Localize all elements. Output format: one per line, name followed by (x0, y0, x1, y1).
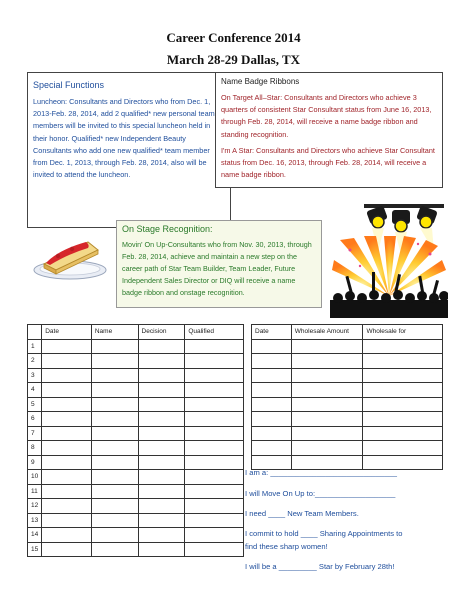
consultant-table (27, 324, 244, 557)
commitment-line-1: I am a: ______________________________ (245, 468, 398, 477)
table-cell[interactable] (185, 426, 244, 441)
column-header: Name (91, 325, 138, 340)
table-row (28, 528, 244, 543)
special-functions-title: Special Functions (33, 80, 105, 90)
table-row (28, 470, 244, 485)
table-cell[interactable] (185, 455, 244, 470)
table-row (28, 354, 244, 369)
row-number: 14 (28, 528, 42, 543)
column-header: Qualified (185, 325, 244, 340)
table-header-row (28, 325, 244, 340)
table-cell[interactable] (185, 513, 244, 528)
table-row (28, 484, 244, 499)
table-cell[interactable] (138, 368, 185, 383)
column-header: Decision (138, 325, 185, 340)
table-cell[interactable] (42, 397, 92, 412)
table-cell[interactable] (185, 354, 244, 369)
table-cell[interactable] (252, 354, 292, 369)
table-cell[interactable] (185, 484, 244, 499)
table-cell[interactable] (42, 383, 92, 398)
name-badge-title: Name Badge Ribbons (221, 77, 300, 86)
on-stage-text: Movin' On Up-Consultants who from Nov. 30, 2013, through Feb. 28, 2014, achieve and maintain a new step on the career path of Star Team Builder, Team Leader, Future Independent Sales Director or DIQ will receive a name badge ribbon and onstage recognition. (122, 240, 312, 297)
table-header-row (252, 325, 443, 340)
table-cell[interactable] (185, 397, 244, 412)
table-cell[interactable] (138, 426, 185, 441)
page-title: Career Conference 2014 (166, 30, 301, 45)
table-cell[interactable] (291, 354, 363, 369)
commitment-line-2: I will Move On Up to:___________________ (245, 489, 396, 498)
table-cell[interactable] (91, 542, 138, 557)
table-cell[interactable] (91, 470, 138, 485)
table-row (252, 426, 443, 441)
table-cell[interactable] (91, 368, 138, 383)
column-header: Date (42, 325, 92, 340)
table-cell[interactable] (185, 499, 244, 514)
table-cell[interactable] (42, 455, 92, 470)
table-cell[interactable] (291, 412, 363, 427)
table-cell[interactable] (291, 368, 363, 383)
table-cell[interactable] (91, 397, 138, 412)
row-number: 11 (28, 484, 42, 499)
table-cell[interactable] (363, 383, 443, 398)
column-header: Date (252, 325, 292, 340)
table-cell[interactable] (42, 513, 92, 528)
row-number: 6 (28, 412, 42, 427)
table-cell[interactable] (291, 397, 363, 412)
table-cell[interactable] (91, 499, 138, 514)
table-cell[interactable] (91, 513, 138, 528)
table-cell[interactable] (138, 339, 185, 354)
table-row (252, 441, 443, 456)
table-cell[interactable] (363, 412, 443, 427)
table-cell[interactable] (185, 528, 244, 543)
table-cell[interactable] (185, 542, 244, 557)
table-cell[interactable] (291, 426, 363, 441)
table-cell[interactable] (185, 383, 244, 398)
name-badge-text-2: I'm A Star: Consultants and Directors who achieve Star Consultant status from Dec. 16, 2013, through Feb. 28, 2014, will receive a name badge ribbon. (221, 145, 435, 180)
concert-crowd-icon (330, 236, 448, 318)
name-badge-box (215, 72, 443, 188)
table-cell[interactable] (138, 354, 185, 369)
table-row (252, 383, 443, 398)
table-row (28, 412, 244, 427)
table-row (28, 441, 244, 456)
table-cell[interactable] (42, 441, 92, 456)
row-number: 12 (28, 499, 42, 514)
table-cell[interactable] (185, 412, 244, 427)
row-number: 8 (28, 441, 42, 456)
table-row (28, 339, 244, 354)
column-header: Wholesale Amount (291, 325, 363, 340)
row-number: 9 (28, 455, 42, 470)
column-header: Wholesale for (363, 325, 443, 340)
row-number: 13 (28, 513, 42, 528)
row-number: 4 (28, 383, 42, 398)
table-cell[interactable] (363, 397, 443, 412)
table-row (28, 383, 244, 398)
on-stage-title: On Stage Recognition: (122, 224, 213, 234)
table-cell[interactable] (91, 528, 138, 543)
table-row (28, 513, 244, 528)
table-cell[interactable] (185, 470, 244, 485)
table-cell[interactable] (252, 412, 292, 427)
table-cell[interactable] (138, 455, 185, 470)
table-cell[interactable] (363, 339, 443, 354)
table-cell[interactable] (42, 368, 92, 383)
table-row (28, 499, 244, 514)
table-cell[interactable] (185, 441, 244, 456)
table-cell[interactable] (252, 441, 292, 456)
table-cell[interactable] (138, 412, 185, 427)
table-cell[interactable] (252, 368, 292, 383)
commitment-line-5: find these sharp women! (245, 542, 328, 551)
table-cell[interactable] (138, 470, 185, 485)
table-cell[interactable] (42, 484, 92, 499)
table-row (28, 426, 244, 441)
table-cell[interactable] (185, 368, 244, 383)
table-row (28, 455, 244, 470)
table-row (28, 368, 244, 383)
table-cell[interactable] (291, 339, 363, 354)
table-row (252, 339, 443, 354)
table-cell[interactable] (91, 412, 138, 427)
table-cell[interactable] (42, 339, 92, 354)
cheesecake-icon (28, 236, 112, 282)
table-cell[interactable] (42, 412, 92, 427)
table-cell[interactable] (138, 441, 185, 456)
row-number: 7 (28, 426, 42, 441)
table-cell[interactable] (42, 528, 92, 543)
table-cell[interactable] (252, 397, 292, 412)
table-cell[interactable] (291, 441, 363, 456)
commitment-line-3: I need ____ New Team Members. (245, 509, 359, 518)
table-row (252, 412, 443, 427)
table-cell[interactable] (185, 339, 244, 354)
row-number: 10 (28, 470, 42, 485)
table-cell[interactable] (91, 484, 138, 499)
table-cell[interactable] (138, 484, 185, 499)
table-cell[interactable] (138, 383, 185, 398)
table-cell[interactable] (91, 339, 138, 354)
table-cell[interactable] (42, 470, 92, 485)
table-cell[interactable] (91, 455, 138, 470)
table-cell[interactable] (42, 542, 92, 557)
wholesale-table (251, 324, 443, 470)
table-cell[interactable] (138, 397, 185, 412)
page-subtitle: March 28-29 Dallas, TX (166, 52, 301, 67)
table-row (252, 397, 443, 412)
table-row (252, 368, 443, 383)
table-cell[interactable] (252, 426, 292, 441)
table-cell[interactable] (138, 499, 185, 514)
commitment-line-6: I will be a _________ Star by February 28th! (245, 562, 395, 571)
commitment-line-4: I commit to hold ____ Sharing Appointments to (245, 529, 403, 538)
table-cell[interactable] (138, 513, 185, 528)
table-row (252, 354, 443, 369)
table-cell[interactable] (291, 383, 363, 398)
table-cell[interactable] (91, 354, 138, 369)
table-cell[interactable] (42, 499, 92, 514)
table-cell[interactable] (42, 426, 92, 441)
table-cell[interactable] (363, 426, 443, 441)
row-number: 3 (28, 368, 42, 383)
table-cell[interactable] (252, 383, 292, 398)
table-cell[interactable] (363, 354, 443, 369)
name-badge-text-1: On Target All–Star: Consultants and Directors who achieve 3 quarters of consistent Star Consultant status from June 16, 2013, through Feb. 28, 2014, will receive a name badge ribbon and standing recognition. (221, 93, 432, 139)
table-cell[interactable] (42, 354, 92, 369)
row-number: 1 (28, 339, 42, 354)
table-cell[interactable] (363, 441, 443, 456)
row-number: 5 (28, 397, 42, 412)
table-cell[interactable] (363, 368, 443, 383)
on-stage-box (116, 220, 322, 308)
table-cell[interactable] (138, 542, 185, 557)
row-number: 15 (28, 542, 42, 557)
table-cell[interactable] (91, 383, 138, 398)
table-cell[interactable] (252, 339, 292, 354)
row-number: 2 (28, 354, 42, 369)
special-functions-text: Luncheon: Consultants and Directors who from Dec. 1, 2013-Feb. 28, 2014, add 2 qualified* new personal team members will be invited to this special luncheon held in their honor. Qualified* new Independent Beauty Consultants who add one new qualified* team member from Dec. 1, 2013, through Feb. 28, 2014, also will be invited to attend the luncheon. (33, 97, 215, 180)
column-header (28, 325, 42, 340)
special-functions-box (27, 72, 231, 228)
table-row (28, 542, 244, 557)
table-cell[interactable] (91, 441, 138, 456)
table-cell[interactable] (91, 426, 138, 441)
table-row (28, 397, 244, 412)
table-cell[interactable] (138, 528, 185, 543)
